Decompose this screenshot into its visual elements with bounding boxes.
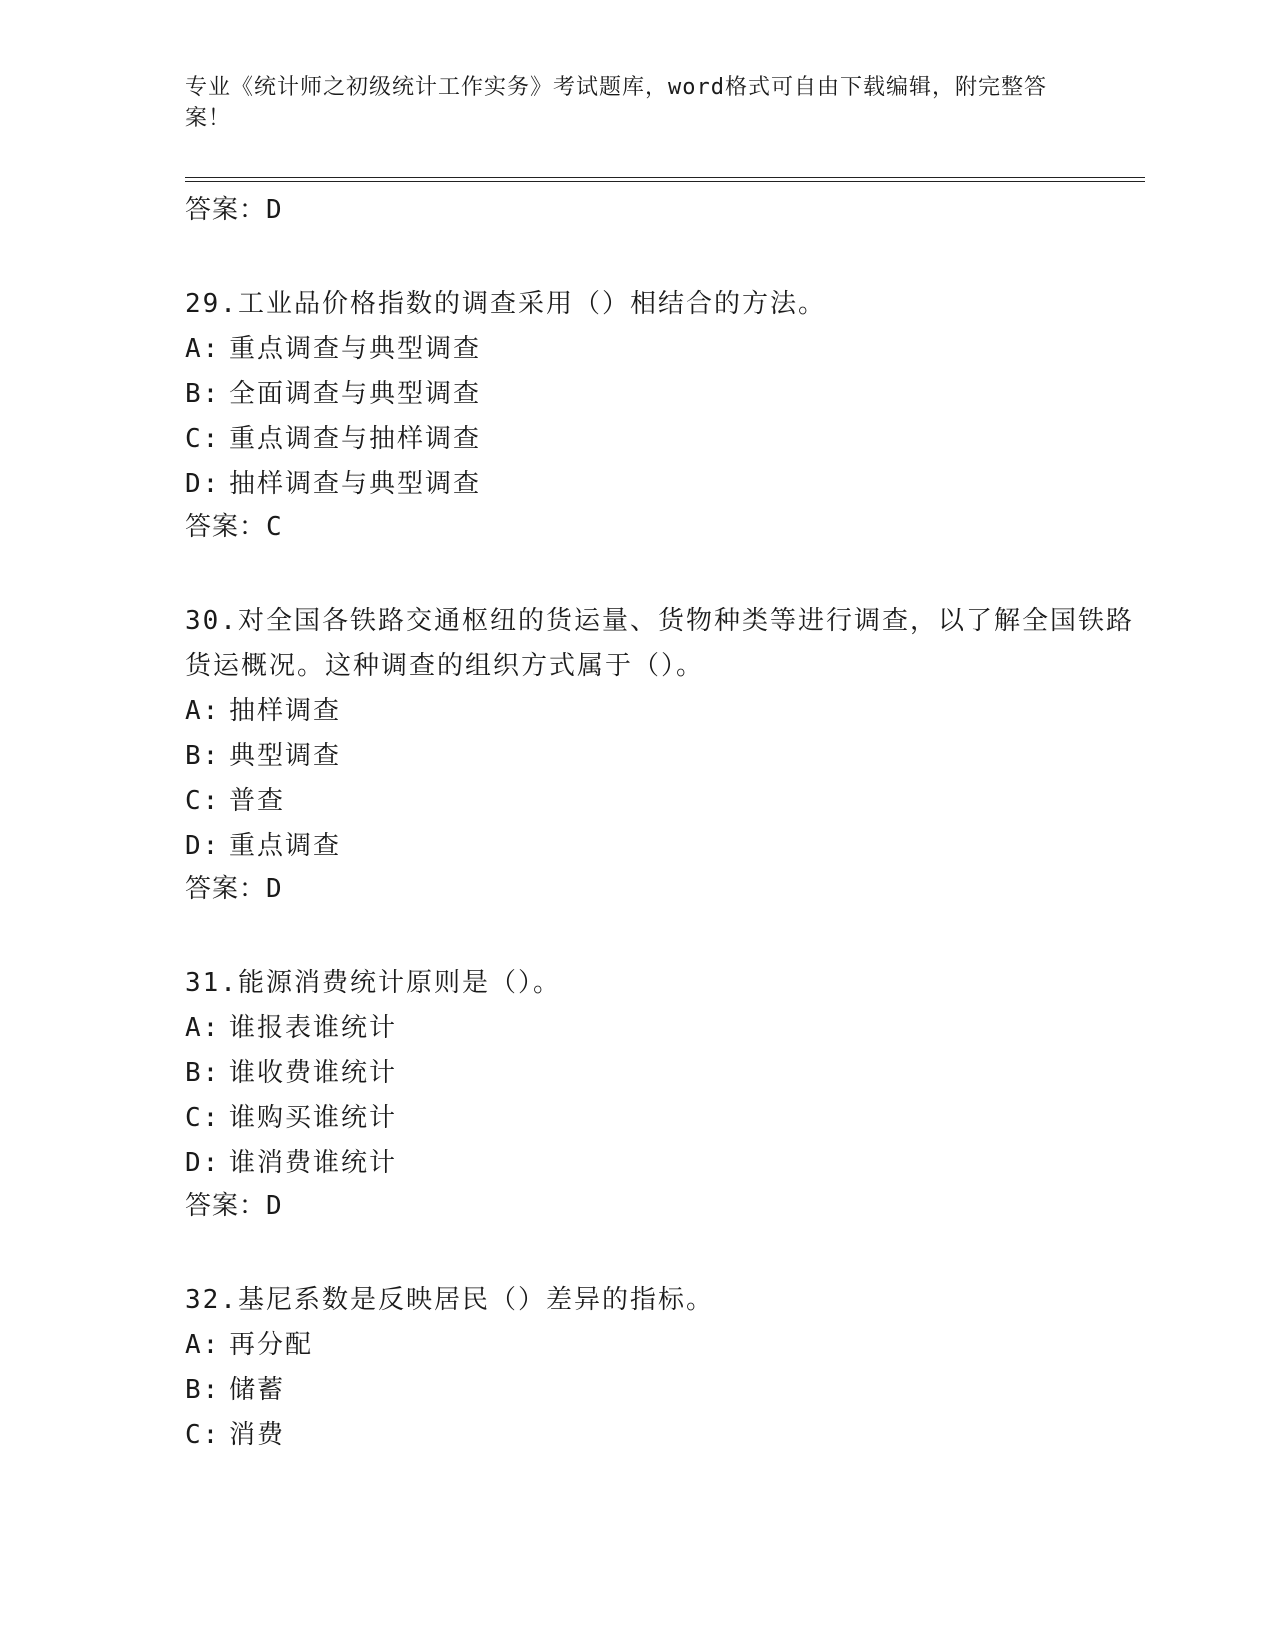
option-text: 谁收费谁统计 [229,1058,398,1088]
option-row [185,689,1145,734]
question-block [185,599,1145,909]
question-text: 30.对全国各铁路交通枢纽的货运量、货物种类等进行调查，以了解全国铁路货运概况。这种调查的组织方式属于（）。 [185,606,1134,681]
option-key: C: [185,786,221,816]
document-header [185,72,1065,134]
option-text: 再分配 [229,1330,314,1360]
option-row [185,1051,1145,1096]
option-text: 谁购买谁统计 [229,1103,398,1133]
option-text: 抽样调查与典型调查 [229,469,482,499]
option-row [185,1323,1145,1368]
option-row [185,1413,1145,1458]
option-text: 抽样调查 [229,696,342,726]
question-text: 29.工业品价格指数的调查采用（）相结合的方法。 [185,289,826,319]
header-text: 专业《统计师之初级统计工作实务》考试题库，word格式可自由下载编辑，附完整答案！ [185,75,1047,131]
question-text: 32.基尼系数是反映居民（）差异的指标。 [185,1285,714,1315]
option-text: 全面调查与典型调查 [229,379,482,409]
option-key: B: [185,1375,221,1405]
option-text: 典型调查 [229,741,342,771]
header-divider-bottom [185,181,1145,182]
option-key: D: [185,831,221,861]
option-row [185,1141,1145,1186]
option-key: C: [185,1103,221,1133]
option-row [185,372,1145,417]
option-key: C: [185,1420,221,1450]
option-key: B: [185,1058,221,1088]
option-row [185,734,1145,779]
option-text: 重点调查与抽样调查 [229,424,482,454]
header-divider-top [185,177,1145,178]
option-key: C: [185,424,221,454]
option-row [185,1096,1145,1141]
option-text: 储蓄 [229,1375,286,1405]
option-text: 谁消费谁统计 [229,1148,398,1178]
option-row [185,1368,1145,1413]
option-key: D: [185,1148,221,1178]
question-list [185,190,1145,1458]
option-key: B: [185,379,221,409]
question-block [185,1278,1145,1458]
answer-line: 答案：C [185,512,283,542]
option-key: A: [185,1330,221,1360]
option-row [185,779,1145,824]
option-row [185,462,1145,507]
option-text: 重点调查与典型调查 [229,334,482,364]
question-text: 31.能源消费统计原则是（）。 [185,968,561,998]
questions-container [185,282,1145,1458]
option-text: 谁报表谁统计 [229,1013,398,1043]
option-row [185,327,1145,372]
answer-line: 答案：D [185,1191,283,1221]
option-key: A: [185,1013,221,1043]
option-text: 普查 [229,786,286,816]
option-text: 重点调查 [229,831,342,861]
option-key: D: [185,469,221,499]
option-row [185,1006,1145,1051]
answer-line: 答案：D [185,874,283,904]
previous-answer: 答案：D [185,195,283,225]
question-block [185,282,1145,547]
option-key: B: [185,741,221,771]
option-key: A: [185,696,221,726]
option-row [185,417,1145,462]
question-block [185,961,1145,1226]
option-key: A: [185,334,221,364]
option-row [185,824,1145,869]
option-text: 消费 [229,1420,286,1450]
